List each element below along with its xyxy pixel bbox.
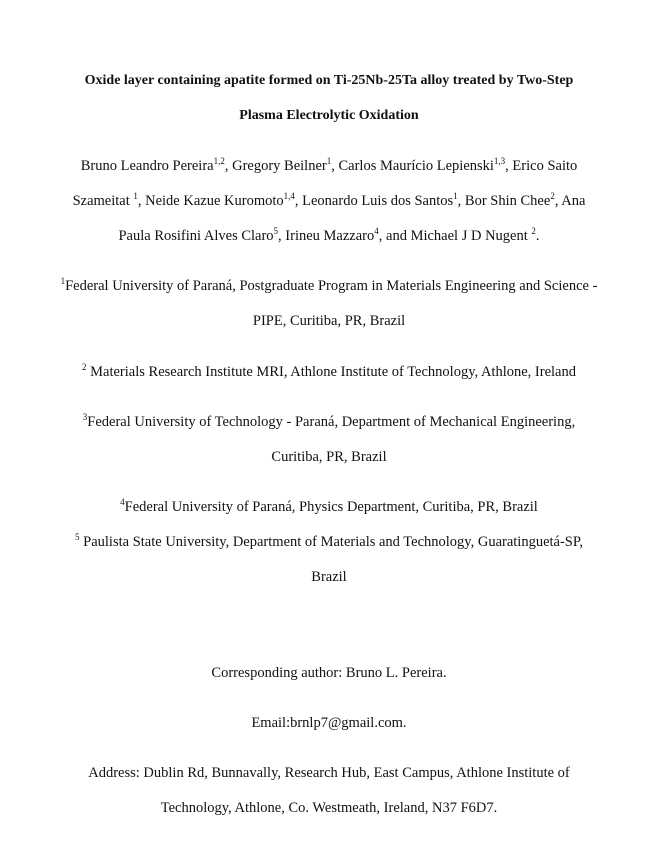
author-text: . (535, 228, 540, 244)
affiliation-text: Federal University of Paraná, Physics Department, Curitiba, PR, Brazil (124, 499, 538, 515)
author-text: Szameitat (72, 193, 134, 209)
author-text: , Irineu Mazzaro (278, 228, 375, 244)
author-text: , Leonardo Luis dos Santos (294, 193, 454, 209)
author-line-2 (0, 192, 658, 210)
author-text: , Bor Shin Chee (457, 193, 551, 209)
affiliation-1 (0, 277, 658, 295)
affiliation-superscript: 2 (550, 191, 555, 201)
author-line-3 (0, 227, 658, 245)
affiliation-superscript: 1,3 (493, 156, 506, 166)
author-address-line-1: Address: Dublin Rd, Bunnavally, Research Hub, East Campus, Athlone Institute of (88, 765, 570, 781)
affiliation-text: Federal University of Paraná, Postgraduate Program in Materials Engineering and Science - (65, 278, 598, 294)
affiliation-superscript: 1 (453, 191, 458, 201)
author-text: , Erico Saito (505, 158, 578, 174)
affiliation-1-continued: PIPE, Curitiba, PR, Brazil (252, 313, 406, 329)
affiliation-number: 4 (120, 497, 125, 507)
paper-title-line-1: Oxide layer containing apatite formed on Ti-25Nb-25Ta alloy treated by Two-Step (84, 73, 574, 88)
author-text: Paula Rosifini Alves Claro (118, 228, 274, 244)
affiliation-superscript: 4 (374, 226, 379, 236)
author-text: , Ana (554, 193, 586, 209)
affiliation-3 (0, 413, 658, 431)
affiliation-text: Materials Research Institute MRI, Athlone Institute of Technology, Athlone, Ireland (86, 364, 576, 380)
author-email: Email:brnlp7@gmail.com. (251, 715, 407, 731)
author-text: , Carlos Maurício Lepienski (331, 158, 494, 174)
affiliation-superscript: 1,2 (213, 156, 225, 166)
affiliation-superscript: 5 (273, 226, 279, 236)
author-text: , Neide Kazue Kuromoto (137, 193, 284, 209)
corresponding-author: Corresponding author: Bruno L. Pereira. (211, 665, 447, 681)
affiliation-superscript: 1 (326, 156, 332, 166)
affiliation-superscript: 1,4 (283, 191, 295, 201)
affiliation-5 (0, 533, 658, 551)
affiliation-2 (0, 363, 658, 381)
author-text: Bruno Leandro Pereira (80, 158, 214, 174)
author-text: , and Michael J D Nugent (378, 228, 532, 244)
affiliation-superscript: 2 (531, 226, 536, 236)
author-line-1 (0, 157, 658, 175)
author-text: , Gregory Beilner (224, 158, 327, 174)
affiliation-number: 1 (60, 276, 66, 286)
affiliation-number: 3 (82, 412, 88, 422)
affiliation-3-continued: Curitiba, PR, Brazil (271, 449, 387, 465)
affiliation-number: 2 (82, 362, 87, 372)
affiliation-superscript: 1 (133, 191, 138, 201)
affiliation-4 (0, 498, 658, 516)
paper-title-line-2: Plasma Electrolytic Oxidation (239, 108, 419, 123)
author-address-line-2: Technology, Athlone, Co. Westmeath, Ireland, N37 F6D7. (160, 800, 498, 816)
affiliation-5-continued: Brazil (311, 569, 347, 585)
affiliation-text: Paulista State University, Department of Materials and Technology, Guaratinguetá-SP, (79, 534, 583, 550)
affiliation-number: 5 (75, 532, 80, 542)
affiliation-text: Federal University of Technology - Paraná, Department of Mechanical Engineering, (87, 414, 576, 430)
